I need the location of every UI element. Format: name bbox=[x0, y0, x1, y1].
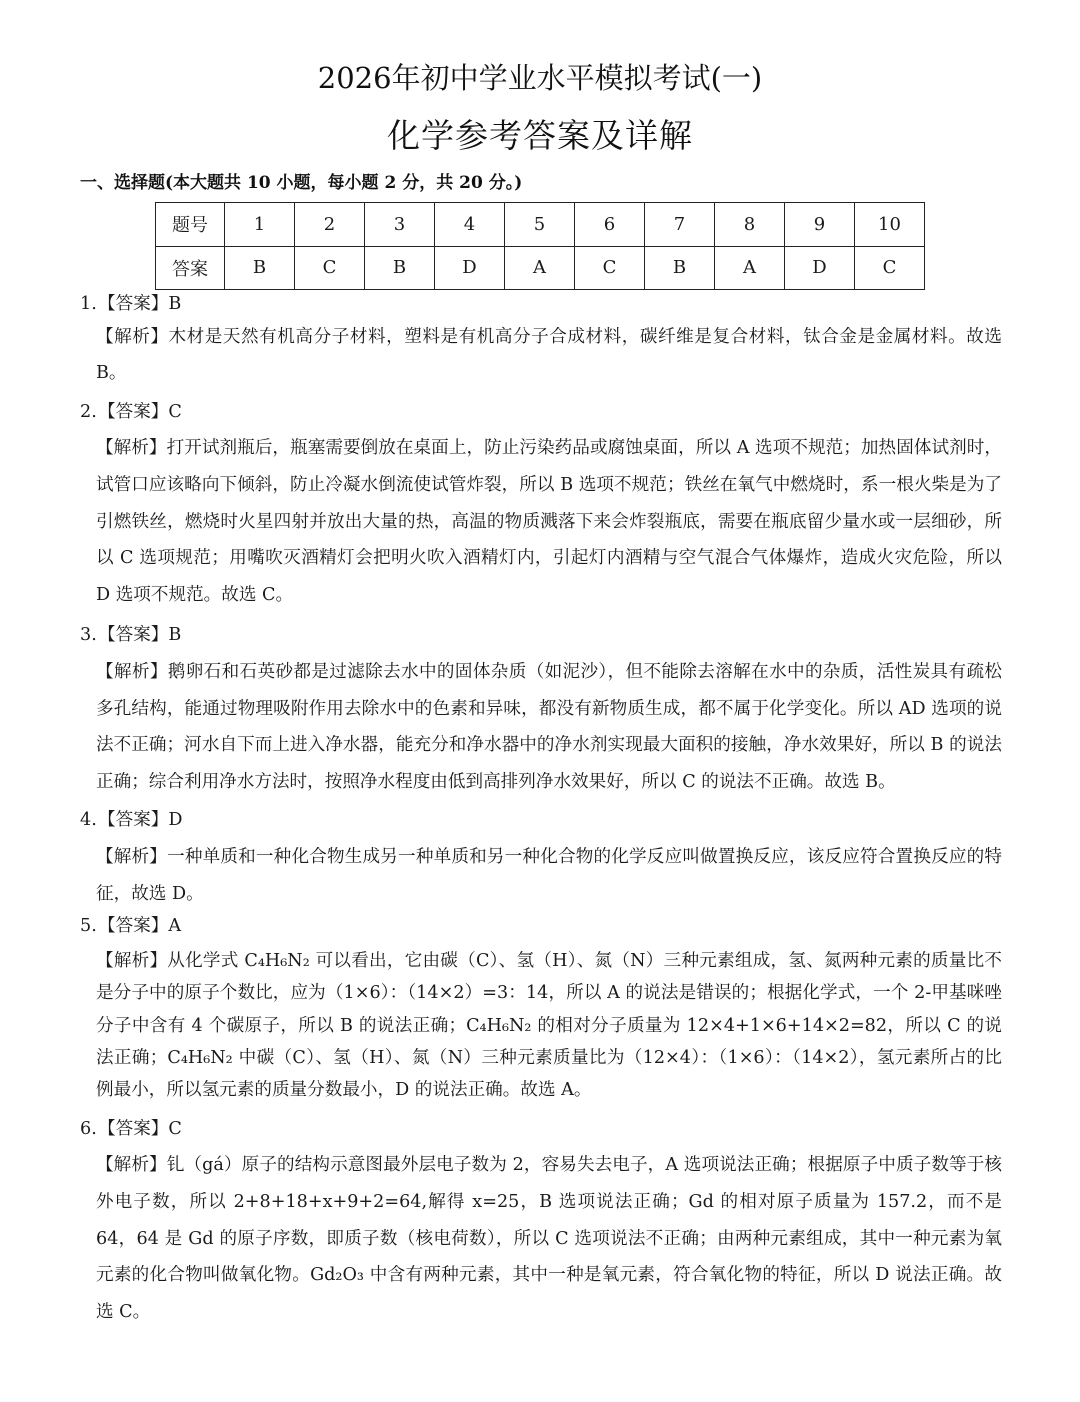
exam-title: 2026年初中学业水平模拟考试(一) bbox=[317, 61, 763, 95]
question-number: 3. bbox=[80, 625, 97, 646]
answer-label: 【答案】B bbox=[98, 294, 182, 314]
question-number-cell: 3 bbox=[365, 203, 435, 247]
question-block-3 bbox=[80, 617, 1002, 800]
answer-cell: D bbox=[435, 246, 505, 290]
question-number-cell: 2 bbox=[295, 203, 365, 247]
question-number-cell: 7 bbox=[645, 203, 715, 247]
answer-row bbox=[156, 246, 925, 290]
answer-cell: A bbox=[715, 246, 785, 290]
question-number: 6. bbox=[80, 1118, 97, 1139]
question-answer-line bbox=[80, 286, 1002, 323]
question-answer-line bbox=[80, 908, 1002, 945]
answer-cell: A bbox=[505, 246, 575, 290]
answer-cell: C bbox=[855, 246, 925, 290]
answer-label: 【答案】B bbox=[98, 625, 182, 646]
question-block-6 bbox=[80, 1111, 1002, 1331]
explanation-text: 【解析】木材是天然有机高分子材料，塑料是有机高分子合成材料，碳纤维是复合材料，钛合金是金属材料。故选 B。 bbox=[96, 326, 1002, 384]
question-number-row bbox=[156, 203, 925, 247]
explanation-text: 【解析】从化学式 C₄H₆N₂ 可以看出，它由碳（C）、氢（H）、氮（N）三种元素组成，氢、氮两种元素的质量比不是分子中的原子个数比，应为（1×6）：（14×2）=3：14，所以 A 的说法是错误的；根据化学式，一个 2-甲基咪唑分子中含有 4 个碳原子，所以 B 的说法正确；C₄H₆N₂ 的相对分子质量为 12×4+1×6+14×2=82，所以 C 的说法正确；C₄H₆N₂ 中碳（C）、氢（H）、氮（N）三种元素质量比为（12×4）：（1×6）：（14×2），氢元素所占的比例最小，所以氢元素的质量分数最小，D 的说法正确。故选 A。 bbox=[96, 950, 1002, 1101]
answer-table bbox=[155, 202, 925, 290]
explanation-text: 【解析】打开试剂瓶后，瓶塞需要倒放在桌面上，防止污染药品或腐蚀桌面，所以 A 选项不规范；加热固体试剂时，试管口应该略向下倾斜，防止冷凝水倒流使试管炸裂，所以 B 选项不规范；铁丝在氧气中燃烧时，系一根火柴是为了引燃铁丝，燃烧时火星四射并放出大量的热，高温的物质溅落下来会炸裂瓶底，需要在瓶底留少量水或一层细砂，所以 C 选项规范；用嘴吹灭酒精灯会把明火吹入酒精灯内，引起灯内酒精与空气混合气体爆炸，造成火灾危险，所以 D 选项不规范。故选 C。 bbox=[96, 438, 1002, 605]
answer-cell: D bbox=[785, 246, 855, 290]
question-answer-line bbox=[80, 1111, 1002, 1148]
answer-cell: B bbox=[645, 246, 715, 290]
explanation-text: 【解析】鹅卵石和石英砂都是过滤除去水中的固体杂质（如泥沙），但不能除去溶解在水中的杂质，活性炭具有疏松多孔结构，能通过物理吸附作用去除水中的色素和异味，都没有新物质生成，都不属于化学变化。所以 AD 选项的说法不正确；河水自下而上进入净水器，能充分和净水器中的净水剂实现最大面积的接触，净水效果好，所以 B 的说法正确；综合利用净水方法时，按照净水程度由低到高排列净水效果好，所以 C 的说法不正确。故选 B。 bbox=[96, 661, 1002, 792]
explanation-text: 【解析】钆（gá）原子的结构示意图最外层电子数为 2，容易失去电子，A 选项说法正确；根据原子中质子数等于核外电子数，所以 2+8+18+x+9+2=64,解得 x=25，B 选项说法正确；Gd 的相对原子质量为 157.2，而不是 64，64 是 Gd 的原子序数，即质子数（核电荷数），所以 C 选项说法不正确；由两种元素组成，其中一种元素为氧元素的化合物叫做氧化物。Gd₂O₃ 中含有两种元素，其中一种是氧元素，符合氧化物的特征，所以 D 说法正确。故选 C。 bbox=[96, 1155, 1002, 1322]
question-block-5 bbox=[80, 908, 1002, 1107]
explanation-text: 【解析】一种单质和一种化合物生成另一种单质和另一种化合物的化学反应叫做置换反应，该反应符合置换反应的特征，故选 D。 bbox=[96, 846, 1002, 904]
question-number-cell: 5 bbox=[505, 203, 575, 247]
question-number: 4. bbox=[80, 810, 97, 831]
answer-label: 【答案】A bbox=[98, 916, 182, 937]
document-subtitle: 化学参考答案及详解 bbox=[387, 116, 693, 155]
question-answer-line bbox=[80, 394, 1002, 431]
question-number-cell: 1 bbox=[225, 203, 295, 247]
question-number: 5. bbox=[80, 916, 97, 937]
question-number: 2. bbox=[80, 401, 97, 422]
question-number: 1. bbox=[80, 294, 97, 314]
question-number-cell: 4 bbox=[435, 203, 505, 247]
answer-cell: C bbox=[575, 246, 645, 290]
question-block-1 bbox=[80, 286, 1002, 392]
question-number-cell: 9 bbox=[785, 203, 855, 247]
question-number-cell: 6 bbox=[575, 203, 645, 247]
answer-cell: B bbox=[365, 246, 435, 290]
question-number-cell: 10 bbox=[855, 203, 925, 247]
answer-cell: C bbox=[295, 246, 365, 290]
answer-label: 【答案】D bbox=[98, 810, 183, 831]
question-answer-line bbox=[80, 617, 1002, 654]
answer-label: 【答案】C bbox=[98, 401, 182, 422]
section-heading: 一、选择题(本大题共 10 小题，每小题 2 分，共 20 分。) bbox=[80, 173, 523, 193]
row-label-answer: 答案 bbox=[156, 246, 225, 290]
answer-label: 【答案】C bbox=[98, 1118, 182, 1139]
explanations bbox=[80, 286, 1002, 1330]
question-answer-line bbox=[80, 802, 1002, 839]
row-label-number: 题号 bbox=[156, 203, 225, 247]
question-block-4 bbox=[80, 802, 1002, 912]
answer-cell: B bbox=[225, 246, 295, 290]
question-number-cell: 8 bbox=[715, 203, 785, 247]
question-block-2 bbox=[80, 394, 1002, 614]
